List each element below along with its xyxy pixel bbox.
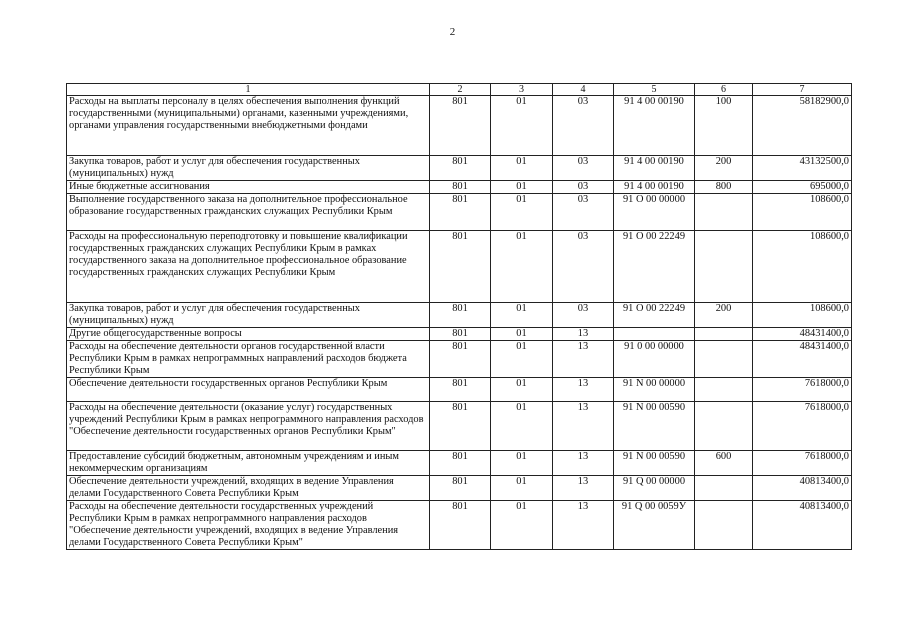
table-row [67, 181, 852, 194]
row-ved-cell: 801 [430, 328, 491, 341]
row-amount-cell: 108600,0 [753, 231, 852, 303]
row-vr-cell: 100 [695, 96, 753, 156]
row-rz-cell: 01 [491, 181, 553, 194]
row-ved-cell: 801 [430, 303, 491, 328]
row-ved-cell: 801 [430, 402, 491, 451]
row-rz-cell: 01 [491, 231, 553, 303]
row-vr-cell [695, 378, 753, 402]
row-csr-cell: 91 4 00 00190 [614, 181, 695, 194]
row-vr-cell: 600 [695, 451, 753, 476]
row-vr-cell [695, 328, 753, 341]
row-pr-cell: 13 [553, 476, 614, 501]
header-cell: 2 [430, 84, 491, 96]
table-row [67, 476, 852, 501]
row-ved-cell: 801 [430, 156, 491, 181]
row-csr-cell: 91 4 00 00190 [614, 156, 695, 181]
row-ved-cell: 801 [430, 341, 491, 378]
row-pr-cell: 13 [553, 328, 614, 341]
table-row [67, 328, 852, 341]
row-amount-cell: 7618000,0 [753, 451, 852, 476]
row-rz-cell: 01 [491, 194, 553, 231]
header-row [67, 84, 852, 96]
row-rz-cell: 01 [491, 402, 553, 451]
row-vr-cell [695, 402, 753, 451]
row-name-cell: Обеспечение деятельности учреждений, входящих в ведение Управления делами Государственного Совета Республики Крым [67, 476, 430, 501]
row-amount-cell: 48431400,0 [753, 328, 852, 341]
row-rz-cell: 01 [491, 451, 553, 476]
table-row [67, 501, 852, 550]
row-rz-cell: 01 [491, 96, 553, 156]
row-ved-cell: 801 [430, 231, 491, 303]
row-name-cell: Предоставление субсидий бюджетным, автономным учреждениям и иным некоммерческим организациям [67, 451, 430, 476]
header-cell: 3 [491, 84, 553, 96]
row-rz-cell: 01 [491, 156, 553, 181]
row-ved-cell: 801 [430, 181, 491, 194]
row-amount-cell: 7618000,0 [753, 402, 852, 451]
row-ved-cell: 801 [430, 476, 491, 501]
table-row [67, 341, 852, 378]
row-ved-cell: 801 [430, 194, 491, 231]
row-csr-cell: 91 Q 00 0059У [614, 501, 695, 550]
row-amount-cell: 108600,0 [753, 303, 852, 328]
row-amount-cell: 40813400,0 [753, 476, 852, 501]
table-row [67, 451, 852, 476]
row-csr-cell [614, 328, 695, 341]
row-name-cell: Выполнение государственного заказа на дополнительное профессиональное образование государственных гражданских служащих Республики Крым [67, 194, 430, 231]
row-ved-cell: 801 [430, 501, 491, 550]
row-pr-cell: 03 [553, 181, 614, 194]
row-name-cell: Расходы на профессиональную переподготовку и повышение квалификации государственных гражданских служащих Республики Крым в рамках государственного заказа на дополнительное профессиональное образование государственных гражданских служащих Республики Крым [67, 231, 430, 303]
row-name-cell: Иные бюджетные ассигнования [67, 181, 430, 194]
table-row [67, 96, 852, 156]
row-amount-cell: 43132500,0 [753, 156, 852, 181]
budget-table [66, 83, 852, 550]
table-body [67, 96, 852, 550]
table-row [67, 231, 852, 303]
row-vr-cell: 200 [695, 303, 753, 328]
row-vr-cell [695, 476, 753, 501]
header-cell: 6 [695, 84, 753, 96]
row-rz-cell: 01 [491, 378, 553, 402]
table-row [67, 156, 852, 181]
table-row [67, 378, 852, 402]
row-csr-cell: 91 Q 00 00000 [614, 476, 695, 501]
row-vr-cell [695, 194, 753, 231]
row-pr-cell: 13 [553, 451, 614, 476]
row-amount-cell: 108600,0 [753, 194, 852, 231]
row-name-cell: Расходы на обеспечение деятельности государственных учреждений Республики Крым в рамках непрограммного направления расходов "Обеспечение деятельности учреждений, входящих в ведение Управления делами Государственного Совета Республики Крым" [67, 501, 430, 550]
row-ved-cell: 801 [430, 451, 491, 476]
row-amount-cell: 40813400,0 [753, 501, 852, 550]
row-vr-cell [695, 501, 753, 550]
row-amount-cell: 58182900,0 [753, 96, 852, 156]
row-csr-cell: 91 N 00 00000 [614, 378, 695, 402]
row-csr-cell: 91 О 00 22249 [614, 231, 695, 303]
row-name-cell: Расходы на обеспечение деятельности (оказание услуг) государственных учреждений Республики Крым в рамках непрограммного направления расходов "Обеспечение деятельности государственных органов Республики Крым" [67, 402, 430, 451]
table-row [67, 303, 852, 328]
row-vr-cell: 800 [695, 181, 753, 194]
header-cell: 5 [614, 84, 695, 96]
row-csr-cell: 91 О 00 00000 [614, 194, 695, 231]
row-pr-cell: 13 [553, 378, 614, 402]
page-number: 2 [449, 26, 456, 38]
row-pr-cell: 03 [553, 194, 614, 231]
row-csr-cell: 91 0 00 00000 [614, 341, 695, 378]
row-vr-cell: 200 [695, 156, 753, 181]
row-pr-cell: 13 [553, 501, 614, 550]
row-amount-cell: 48431400,0 [753, 341, 852, 378]
row-name-cell: Другие общегосударственные вопросы [67, 328, 430, 341]
row-csr-cell: 91 N 00 00590 [614, 451, 695, 476]
row-vr-cell [695, 341, 753, 378]
row-name-cell: Расходы на обеспечение деятельности органов государственной власти Республики Крым в рамках непрограммных направлений расходов бюджета Республики Крым [67, 341, 430, 378]
row-rz-cell: 01 [491, 501, 553, 550]
header-cell: 4 [553, 84, 614, 96]
row-csr-cell: 91 N 00 00590 [614, 402, 695, 451]
row-amount-cell: 695000,0 [753, 181, 852, 194]
row-pr-cell: 03 [553, 303, 614, 328]
row-ved-cell: 801 [430, 378, 491, 402]
row-pr-cell: 03 [553, 156, 614, 181]
table-row [67, 402, 852, 451]
row-ved-cell: 801 [430, 96, 491, 156]
row-rz-cell: 01 [491, 476, 553, 501]
row-rz-cell: 01 [491, 328, 553, 341]
row-amount-cell: 7618000,0 [753, 378, 852, 402]
row-pr-cell: 13 [553, 402, 614, 451]
row-pr-cell: 13 [553, 341, 614, 378]
row-csr-cell: 91 О 00 22249 [614, 303, 695, 328]
row-name-cell: Расходы на выплаты персоналу в целях обеспечения выполнения функций государственными (муниципальными) органами, казенными учреждениями, органами управления государственными внебюджетными фондами [67, 96, 430, 156]
row-name-cell: Закупка товаров, работ и услуг для обеспечения государственных (муниципальных) нужд [67, 156, 430, 181]
row-name-cell: Обеспечение деятельности государственных органов Республики Крым [67, 378, 430, 402]
row-csr-cell: 91 4 00 00190 [614, 96, 695, 156]
row-vr-cell [695, 231, 753, 303]
row-pr-cell: 03 [553, 96, 614, 156]
row-pr-cell: 03 [553, 231, 614, 303]
header-cell: 1 [67, 84, 430, 96]
table-row [67, 194, 852, 231]
row-rz-cell: 01 [491, 341, 553, 378]
header-cell: 7 [753, 84, 852, 96]
row-rz-cell: 01 [491, 303, 553, 328]
row-name-cell: Закупка товаров, работ и услуг для обеспечения государственных (муниципальных) нужд [67, 303, 430, 328]
